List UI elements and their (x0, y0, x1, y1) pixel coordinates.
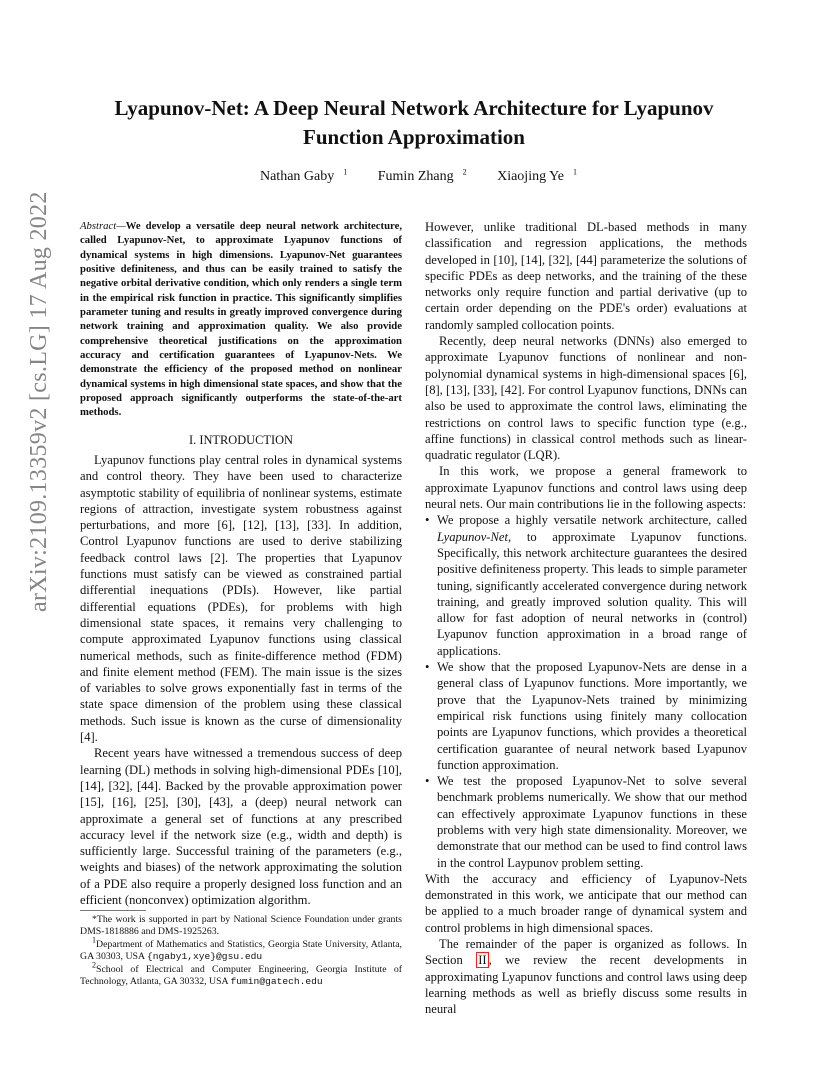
contribution-list (425, 512, 747, 871)
abstract (80, 219, 402, 420)
paragraph: The remainder of the paper is organized as follows. In Section II , we review the recent developments in approximating Lyapunov functions and control laws using deep learning methods as well as briefly discuss some results in neural (425, 937, 747, 1017)
author: Fumin Zhang $^2$ (377, 167, 467, 184)
arxiv-side-label: arXiv:2109.13359v2 [cs.LG] 17 Aug 2022 (26, 191, 52, 612)
footnote-support: *The work is supported in part by National Science Foundation under grants DMS-1818886 and DMS-1925263. (80, 914, 402, 938)
footnote-affiliation-1: $^1$Department of Mathematics and Statistics, Georgia State University, Atlanta, GA 30303, USA {ngaby1,xye}@gsu.edu (80, 935, 402, 963)
list-item: • We test the proposed Lyapunov-Net to solve several benchmark problems numerically. We show that our method can effectively approximate Lyapunov functions in these problems with very high state dimensionality. Moreover, we demonstrate that our method can be used to find control laws in the control Laypunov problem setting. (425, 773, 747, 871)
introduction-body (80, 452, 402, 908)
paragraph: With the accuracy and efficiency of Lyapunov-Nets demonstrated in this work, we anticipate that our method can be applied to a much broader range of dynamical system and control problems in high dimensional spaces. (425, 871, 747, 935)
paragraph: In this work, we propose a general framework to approximate Lyapunov functions and control laws using deep neural nets. Our main contributions lie in the following aspects: (425, 464, 747, 512)
paragraph: Recently, deep neural networks (DNNs) also emerged to approximate Lyapunov functions of nonlinear and non-polynomial dynamical systems in high-dimensional spaces [6], [8], [13], [33], [42]. For control Lyapunov functions, DNNs can also be used to approximate the control laws, eliminating the restrictions on control laws to specific function type (e.g., affine functions) in classical control methods such as linear-quadratic regulator (LQR). (425, 334, 747, 463)
section-link[interactable]: II (478, 953, 487, 968)
author: Xiaojing Ye $^1$ (497, 167, 577, 184)
paragraph: Recent years have witnessed a tremendous success of deep learning (DL) methods in solving high-dimensional PDEs [10], [14], [32], [44]. Backed by the provable approximation power [15], [16], [25], [30], [43], a (deep) neural network can approximate a general set of functions at any prescribed accuracy level if the network size (e.g., width and depth) is sufficiently large. Successful training of the parameters (e.g., weights and biases) of the network approximating the solution of a PDE also require a properly designed loss function and an efficient (nonconvex) optimization algorithm. (80, 746, 402, 908)
list-item: • We propose a highly versatile network architecture, called Lyapunov-Net, to approximate Lyapunov functions. Specifically, this network architecture guarantees the desired positive definiteness property. This leads to simple parameter tuning, significantly accelerated convergence during network training, and greatly improved solution quality. This will allow for fast adoption of neural networks in (control) Lyapunov function approximation in a broad range of applications. (425, 512, 747, 659)
author: Nathan Gaby $^1$ (259, 167, 348, 184)
footnotes (80, 914, 402, 988)
paragraph: However, unlike traditional DL-based methods in many classification and regression applications, the methods developed in [10], [14], [32], [44] parameterize the solutions of specific PDEs as deep networks, and the training of the these networks only require function and partial derivative (up to certain order depending on the PDE's order) evaluations at randomly sampled collocation points. (425, 220, 747, 332)
footnote-rule (80, 910, 146, 911)
paper-title: Lyapunov-Net: A Deep Neural Network Architecture for Lyapunov Function Approximation (114, 96, 714, 149)
author-list (80, 169, 748, 185)
email: {ngaby1,xye}@gsu.edu (146, 951, 263, 963)
abstract-label: Abstract— (80, 220, 126, 232)
section-heading-introduction: I. INTRODUCTION (189, 433, 293, 447)
abstract-text: We develop a versatile deep neural network architecture, called Lyapunov-Net, to approximate Lyapunov functions of dynamical systems in high dimensions. Lyapunov-Net guarantees positive definiteness, and thus can be easily trained to satisfy the negative orbital derivative condition, which only renders a single term in the empirical risk function in practice. This significantly simplifies parameter tuning and results in greatly improved convergence during network training and approximation quality. We also provide comprehensive theoretical justifications on the approximation accuracy and certification guarantees of Lyapunov-Nets. We demonstrate the efficiency of the proposed method on nonlinear dynamical systems in high dimensional state spaces, and show that the proposed approach significantly outperforms the state-of-the-art methods. (80, 220, 402, 419)
footnote-affiliation-2: $^2$School of Electrical and Computer Engineering, Georgia Institute of Technology, Atlanta, GA 30332, USA fumin@gatech.edu (80, 960, 402, 988)
list-item: • We show that the proposed Lyapunov-Nets are dense in a general class of Lyapunov functions. More importantly, we prove that the Lyapunov-Nets trained by minimizing empirical risk functions using finitely many collocation points are Lyapunov functions, which provides a theoretical certification guarantee of neural network based Lyapunov function approximation. (425, 659, 747, 773)
paragraph: Lyapunov functions play central roles in dynamical systems and control theory. They have been used to characterize asymptotic stability of equilibria of nonlinear systems, estimate regions of attraction, investigate system robustness against perturbations, and more [6], [12], [13], [33]. In addition, Control Lyapunov functions are used to derive stabilizing feedback control laws [2]. The properties that Lyapunov functions must satisfy can be viewed as constrained partial differential inequations (PDIs). However, like partial differential equations (PDEs), for problems with high dimensional state spaces, it remains very challenging to compute approximated Lyapunov functions using classical numerical methods, such as finite-difference method (FDM) and finite element method (FEM). The main issue is the sizes of variables to solve grows exponentially fast in terms of the state space dimension of the problem using these classical methods. Such issue is known as the curse of dimensionality [4]. (80, 453, 402, 745)
right-column (425, 219, 747, 1018)
email: fumin@gatech.edu (230, 976, 323, 988)
